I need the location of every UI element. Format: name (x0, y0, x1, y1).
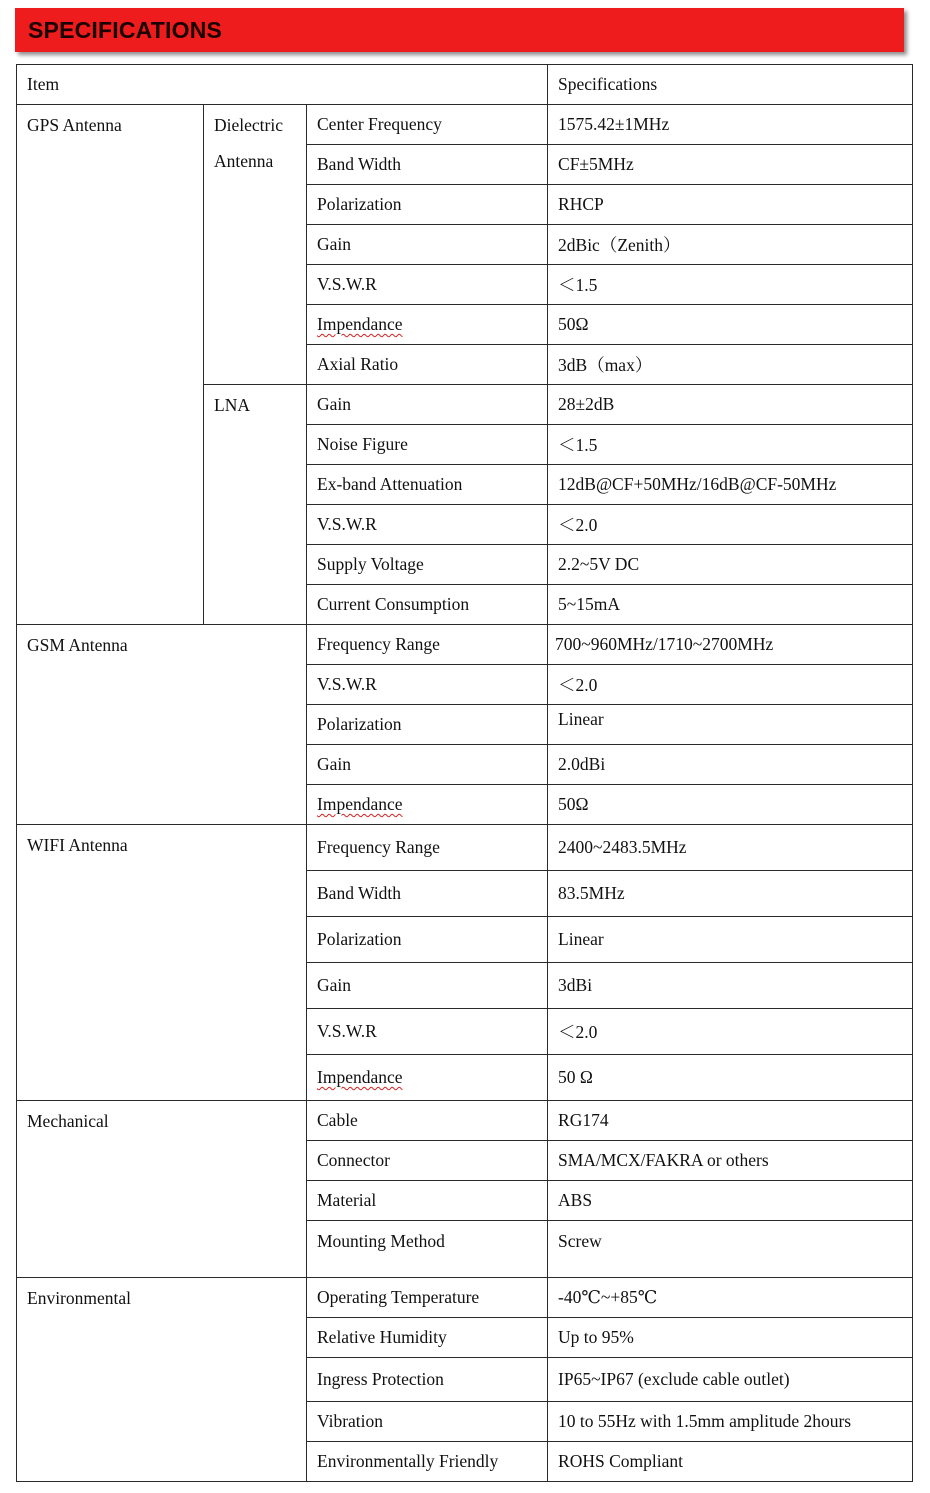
value-cell: 2dBic（Zenith） (548, 225, 913, 265)
param-cell: Gain (307, 745, 548, 785)
param-cell: Ex-band Attenuation (307, 465, 548, 505)
value-cell: 50Ω (548, 785, 913, 825)
param-cell: Frequency Range (307, 825, 548, 871)
category-gps-antenna: GPS Antenna (17, 105, 204, 625)
header-item: Item (17, 65, 548, 105)
value-cell: ＜2.0 (548, 1009, 913, 1055)
category-mechanical: Mechanical (17, 1101, 307, 1278)
param-cell: Vibration (307, 1402, 548, 1442)
param-cell: V.S.W.R (307, 265, 548, 305)
param-cell: V.S.W.R (307, 505, 548, 545)
value-cell: Screw (548, 1221, 913, 1278)
value-cell: Up to 95% (548, 1318, 913, 1358)
value-cell: 5~15mA (548, 585, 913, 625)
subcategory-dielectric-antenna (204, 105, 307, 385)
param-cell: V.S.W.R (307, 1009, 548, 1055)
param-cell: Noise Figure (307, 425, 548, 465)
value-cell: ＜2.0 (548, 505, 913, 545)
param-cell: Axial Ratio (307, 345, 548, 385)
subcategory-label-line1: Dielectric (214, 115, 283, 135)
value-cell: 3dB（max） (548, 345, 913, 385)
param-cell: Frequency Range (307, 625, 548, 665)
value-cell: IP65~IP67 (exclude cable outlet) (548, 1358, 913, 1402)
param-cell (307, 1055, 548, 1101)
specifications-banner (15, 8, 904, 52)
category-environmental: Environmental (17, 1278, 307, 1482)
param-cell: Gain (307, 225, 548, 265)
param-cell: V.S.W.R (307, 665, 548, 705)
table-row (17, 105, 913, 145)
table-row (17, 1101, 913, 1141)
param-cell: Ingress Protection (307, 1358, 548, 1402)
value-cell: ＜2.0 (548, 665, 913, 705)
param-cell: Polarization (307, 705, 548, 745)
param-cell: Operating Temperature (307, 1278, 548, 1318)
param-cell: Connector (307, 1141, 548, 1181)
table-header-row (17, 65, 913, 105)
param-cell: Relative Humidity (307, 1318, 548, 1358)
table-row (17, 825, 913, 871)
value-cell: CF±5MHz (548, 145, 913, 185)
param-label: Impendance (317, 794, 403, 814)
table-row (17, 625, 913, 665)
value-cell: 700~960MHz/1710~2700MHz (548, 625, 913, 665)
subcategory-label-line2: Antenna (214, 151, 274, 171)
param-cell: Band Width (307, 145, 548, 185)
param-cell (307, 305, 548, 345)
value-cell: ＜1.5 (548, 265, 913, 305)
param-cell (307, 785, 548, 825)
param-cell: Supply Voltage (307, 545, 548, 585)
value-cell: 3dBi (548, 963, 913, 1009)
value-cell: 28±2dB (548, 385, 913, 425)
param-label: Impendance (317, 1067, 403, 1087)
param-cell: Environmentally Friendly (307, 1442, 548, 1482)
specifications-table (16, 64, 913, 1482)
param-cell: Band Width (307, 871, 548, 917)
subcategory-lna: LNA (204, 385, 307, 625)
value-cell: ＜1.5 (548, 425, 913, 465)
value-cell: Linear (548, 917, 913, 963)
value-cell: 83.5MHz (548, 871, 913, 917)
value-cell: 50 Ω (548, 1055, 913, 1101)
category-gsm-antenna: GSM Antenna (17, 625, 307, 825)
value-cell: 12dB@CF+50MHz/16dB@CF-50MHz (548, 465, 913, 505)
value-cell: SMA/MCX/FAKRA or others (548, 1141, 913, 1181)
param-cell: Polarization (307, 185, 548, 225)
value-cell: 50Ω (548, 305, 913, 345)
value-cell: 2400~2483.5MHz (548, 825, 913, 871)
value-cell: 1575.42±1MHz (548, 105, 913, 145)
param-cell: Material (307, 1181, 548, 1221)
param-cell: Current Consumption (307, 585, 548, 625)
param-label: Impendance (317, 314, 403, 334)
param-cell: Gain (307, 963, 548, 1009)
value-cell: -40℃~+85℃ (548, 1278, 913, 1318)
table-row (17, 1278, 913, 1318)
value-cell: 2.0dBi (548, 745, 913, 785)
page-title: SPECIFICATIONS (28, 17, 223, 43)
value-cell: Linear (548, 705, 913, 745)
param-cell: Center Frequency (307, 105, 548, 145)
param-cell: Mounting Method (307, 1221, 548, 1278)
value-cell: RHCP (548, 185, 913, 225)
value-cell: ROHS Compliant (548, 1442, 913, 1482)
value-cell: RG174 (548, 1101, 913, 1141)
header-specifications: Specifications (548, 65, 913, 105)
value-cell: 10 to 55Hz with 1.5mm amplitude 2hours (548, 1402, 913, 1442)
value-cell: ABS (548, 1181, 913, 1221)
value-cell: 2.2~5V DC (548, 545, 913, 585)
category-wifi-antenna: WIFI Antenna (17, 825, 307, 1101)
param-cell: Polarization (307, 917, 548, 963)
param-cell: Gain (307, 385, 548, 425)
param-cell: Cable (307, 1101, 548, 1141)
